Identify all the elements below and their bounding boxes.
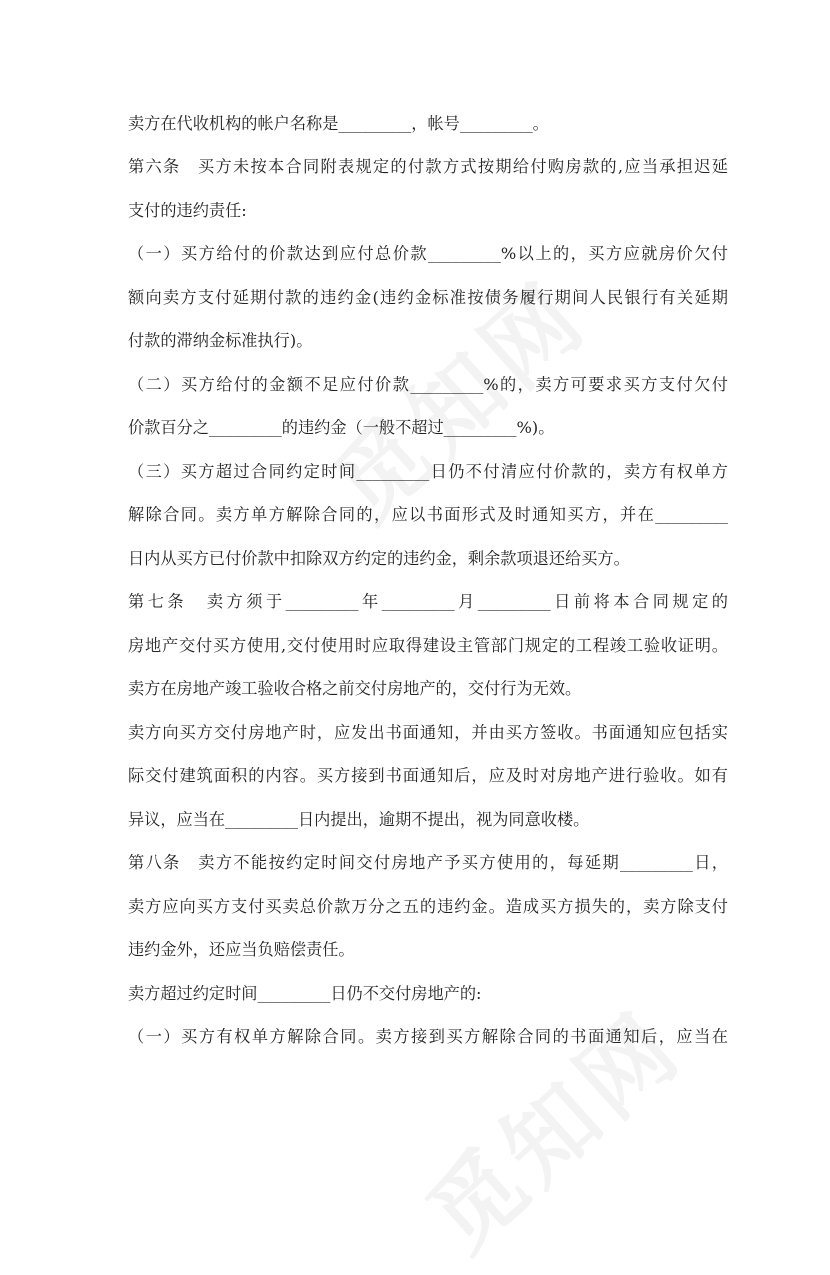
clause-3: （三）买方超过合同约定时间_________日仍不付清应付价款的，卖方有权单方	[128, 462, 728, 481]
text-line: 付款的滞纳金标准执行)。	[128, 331, 313, 350]
text-line: 异议，应当在_________日内提出，逾期不提出，视为同意收楼。	[128, 810, 590, 829]
text-line: 支付的违约责任:	[128, 201, 247, 220]
text-line: 卖方在房地产竣工验收合格之前交付房地产的，交付行为无效。	[128, 679, 582, 698]
article-8-heading: 第八条 卖方不能按约定时间交付房地产予买方使用的，每延期_________日，	[128, 853, 728, 872]
article-6-heading: 第六条 买方未按本合同附表规定的付款方式按期给付购房款的,应当承担迟延	[128, 157, 728, 176]
text-line: 解除合同。卖方单方解除合同的，应以书面形式及时通知买方，并在_________	[128, 505, 728, 524]
article-7-heading: 第七条 卖方须于_________年_________月_________日前将本合同规定的	[128, 592, 728, 611]
watermark-logo	[394, 977, 705, 1275]
text-line: 卖方超过约定时间_________日仍不交付房地产的:	[128, 984, 482, 1003]
text-line: 价款百分之_________的违约金（一般不超过_________%)。	[128, 418, 555, 437]
text-line: 卖方应向买方支付买卖总价款万分之五的违约金。造成买方损失的，卖方除支付	[128, 897, 728, 916]
text-line: 卖方在代收机构的帐户名称是_________，帐号_________。	[128, 114, 549, 133]
text-line: 卖方向买方交付房地产时，应发出书面通知，并由买方签收。书面通知应包括实	[128, 723, 728, 742]
text-line: 房地产交付买方使用,交付使用时应取得建设主管部门规定的工程竣工验收证明。	[128, 636, 728, 655]
clause-1: （一）买方有权单方解除合同。卖方接到买方解除合同的书面通知后，应当在	[128, 1027, 728, 1046]
text-line: 违约金外，还应当负赔偿责任。	[128, 940, 355, 959]
text-line: 额向卖方支付延期付款的违约金(违约金标准按债务履行期间人民银行有关延期	[128, 288, 728, 307]
text-line: 日内从买方已付价款中扣除双方约定的违约金，剩余款项退还给买方。	[128, 549, 630, 568]
text-line: 际交付建筑面积的内容。买方接到书面通知后，应及时对房地产进行验收。如有	[128, 766, 728, 785]
clause-2: （二）买方给付的金额不足应付价款_________%的，卖方可要求买方支付欠付	[128, 375, 728, 394]
clause-1: （一）买方给付的价款达到应付总价款_________%以上的，买方应就房价欠付	[128, 244, 728, 263]
